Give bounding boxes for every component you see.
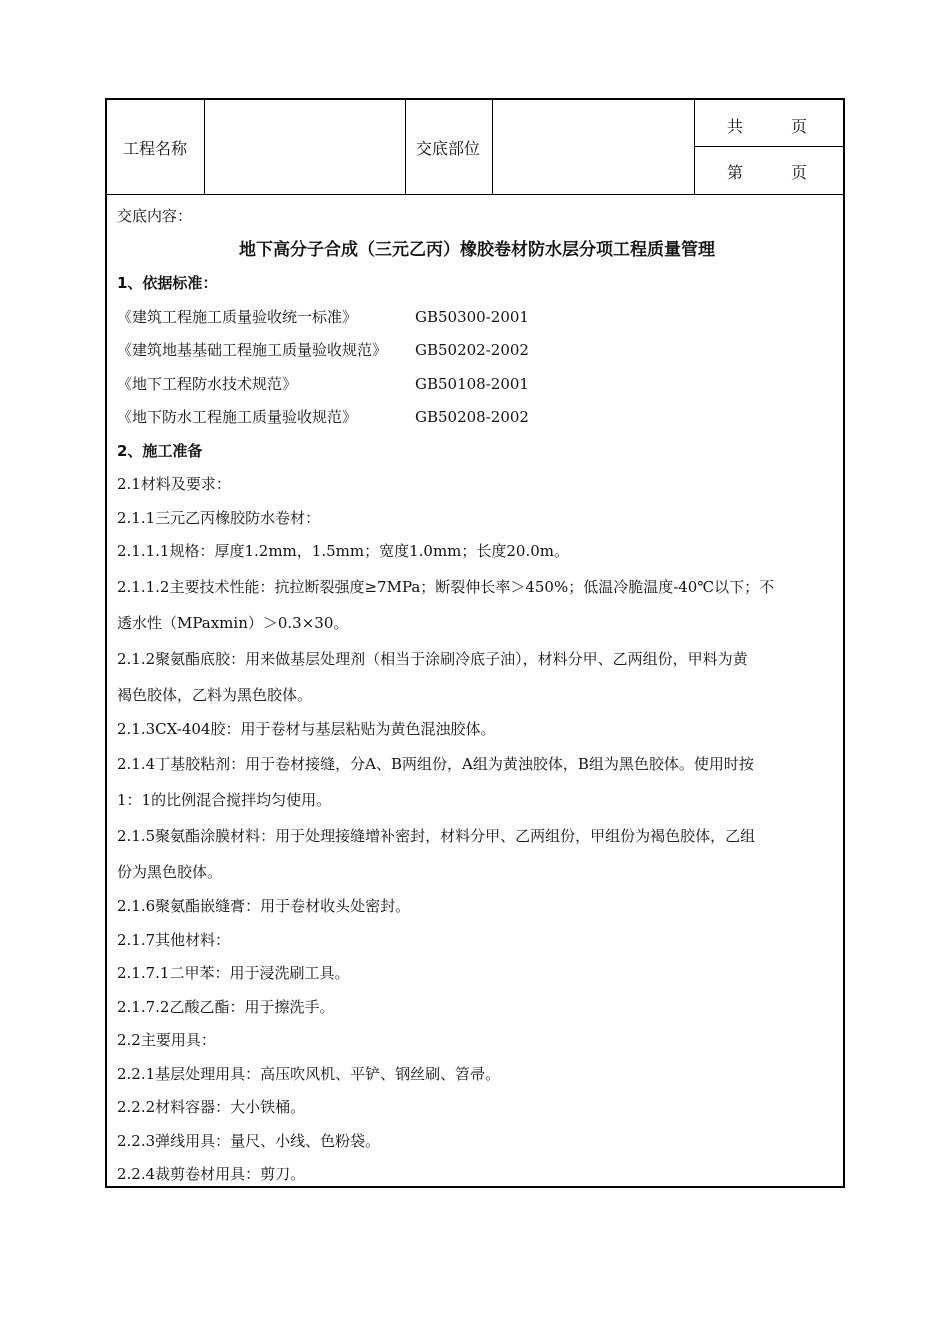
text-line: 2.1.7.2乙酸乙酯：用于擦洗手。 bbox=[117, 997, 335, 1016]
document-title: 地下高分子合成（三元乙丙）橡胶卷材防水层分项工程质量管理 bbox=[239, 240, 715, 260]
standard-name: 《建筑工程施工质量验收统一标准》 bbox=[117, 307, 358, 326]
text-line: 2.1.4丁基胶粘剂：用于卷材接缝，分A、B两组份，A组为黄浊胶体，B组为黑色胶体。使用时按 bbox=[117, 755, 754, 773]
column-divider bbox=[492, 100, 493, 194]
text-line: 2.1.7其他材料： bbox=[117, 930, 231, 949]
text-line: 2.2.2材料容器：大小铁桶。 bbox=[117, 1098, 306, 1116]
disclosure-form bbox=[105, 98, 845, 1188]
text-line: 2.1.2聚氨酯底胶：用来做基层处理剂（相当于涂刷冷底子油），材料分甲、乙两组份，甲料为黄 bbox=[117, 649, 748, 668]
column-divider bbox=[694, 100, 695, 194]
row-divider bbox=[694, 146, 843, 147]
standard-name: 《建筑地基基础工程施工质量验收规范》 bbox=[117, 341, 388, 359]
text-line: 1：1的比例混合搅拌均匀使用。 bbox=[117, 791, 332, 809]
standard-row bbox=[117, 301, 837, 335]
text-line: 2.1.5聚氨酯涂膜材料：用于处理接缝增补密封，材料分甲、乙两组份，甲组份为褐色胶体，乙组 bbox=[117, 827, 756, 845]
text-line: 2.1.6聚氨酯嵌缝膏：用于卷材收头处密封。 bbox=[117, 897, 411, 915]
standard-name: 《地下防水工程施工质量验收规范》 bbox=[117, 408, 358, 426]
text-line: 2.1材料及要求： bbox=[117, 475, 231, 493]
standard-row bbox=[117, 401, 837, 435]
column-divider bbox=[204, 100, 205, 194]
text-line: 2.2.3弹线用具：量尺、小线、色粉袋。 bbox=[117, 1131, 381, 1150]
text-line: 2.2.4裁剪卷材用具：剪刀。 bbox=[117, 1165, 306, 1183]
standard-code: GB50108-2001 bbox=[415, 374, 529, 393]
section-heading: 1、依据标准： bbox=[117, 274, 218, 292]
standard-code: GB50202-2002 bbox=[415, 341, 529, 359]
column-divider bbox=[405, 100, 406, 194]
text-line: 2.1.1.2主要技术性能：抗拉断裂强度≥7MPa；断裂伸长率＞450%；低温冷脆温度-40℃以下；不 bbox=[117, 577, 775, 596]
project-name-label: 工程名称 bbox=[123, 139, 188, 158]
text-line: 2.1.7.1二甲苯：用于浸洗刷工具。 bbox=[117, 964, 350, 982]
total-pages-label: 共 页 bbox=[727, 117, 808, 136]
text-line: 透水性（MPaxmin）＞0.3×30。 bbox=[117, 613, 349, 632]
standard-row bbox=[117, 368, 837, 402]
location-label: 交底部位 bbox=[416, 139, 481, 158]
standard-code: GB50300-2001 bbox=[415, 307, 529, 326]
content-body bbox=[117, 203, 837, 1192]
section-heading: 2、施工准备 bbox=[117, 441, 203, 460]
standard-name: 《地下工程防水技术规范》 bbox=[117, 374, 298, 393]
text-line: 2.2主要用具： bbox=[117, 1031, 216, 1049]
text-line: 份为黑色胶体。 bbox=[117, 863, 223, 881]
page-number-label: 第 页 bbox=[727, 163, 808, 182]
text-line: 褐色胶体，乙料为黑色胶体。 bbox=[117, 685, 313, 704]
form-header bbox=[107, 100, 843, 195]
text-line: 2.1.1.1规格：厚度1.2mm，1.5mm；宽度1.0mm；长度20.0m。 bbox=[117, 542, 570, 560]
text-line: 2.1.3CX-404胶：用于卷材与基层粘贴为黄色混浊胶体。 bbox=[117, 719, 496, 738]
standard-code: GB50208-2002 bbox=[415, 408, 529, 426]
content-label: 交底内容： bbox=[117, 207, 193, 225]
text-line: 2.1.1三元乙丙橡胶防水卷材： bbox=[117, 508, 321, 527]
standard-row bbox=[117, 334, 837, 368]
text-line: 2.2.1基层处理用具：高压吹风机、平铲、钢丝刷、笤帚。 bbox=[117, 1064, 501, 1083]
